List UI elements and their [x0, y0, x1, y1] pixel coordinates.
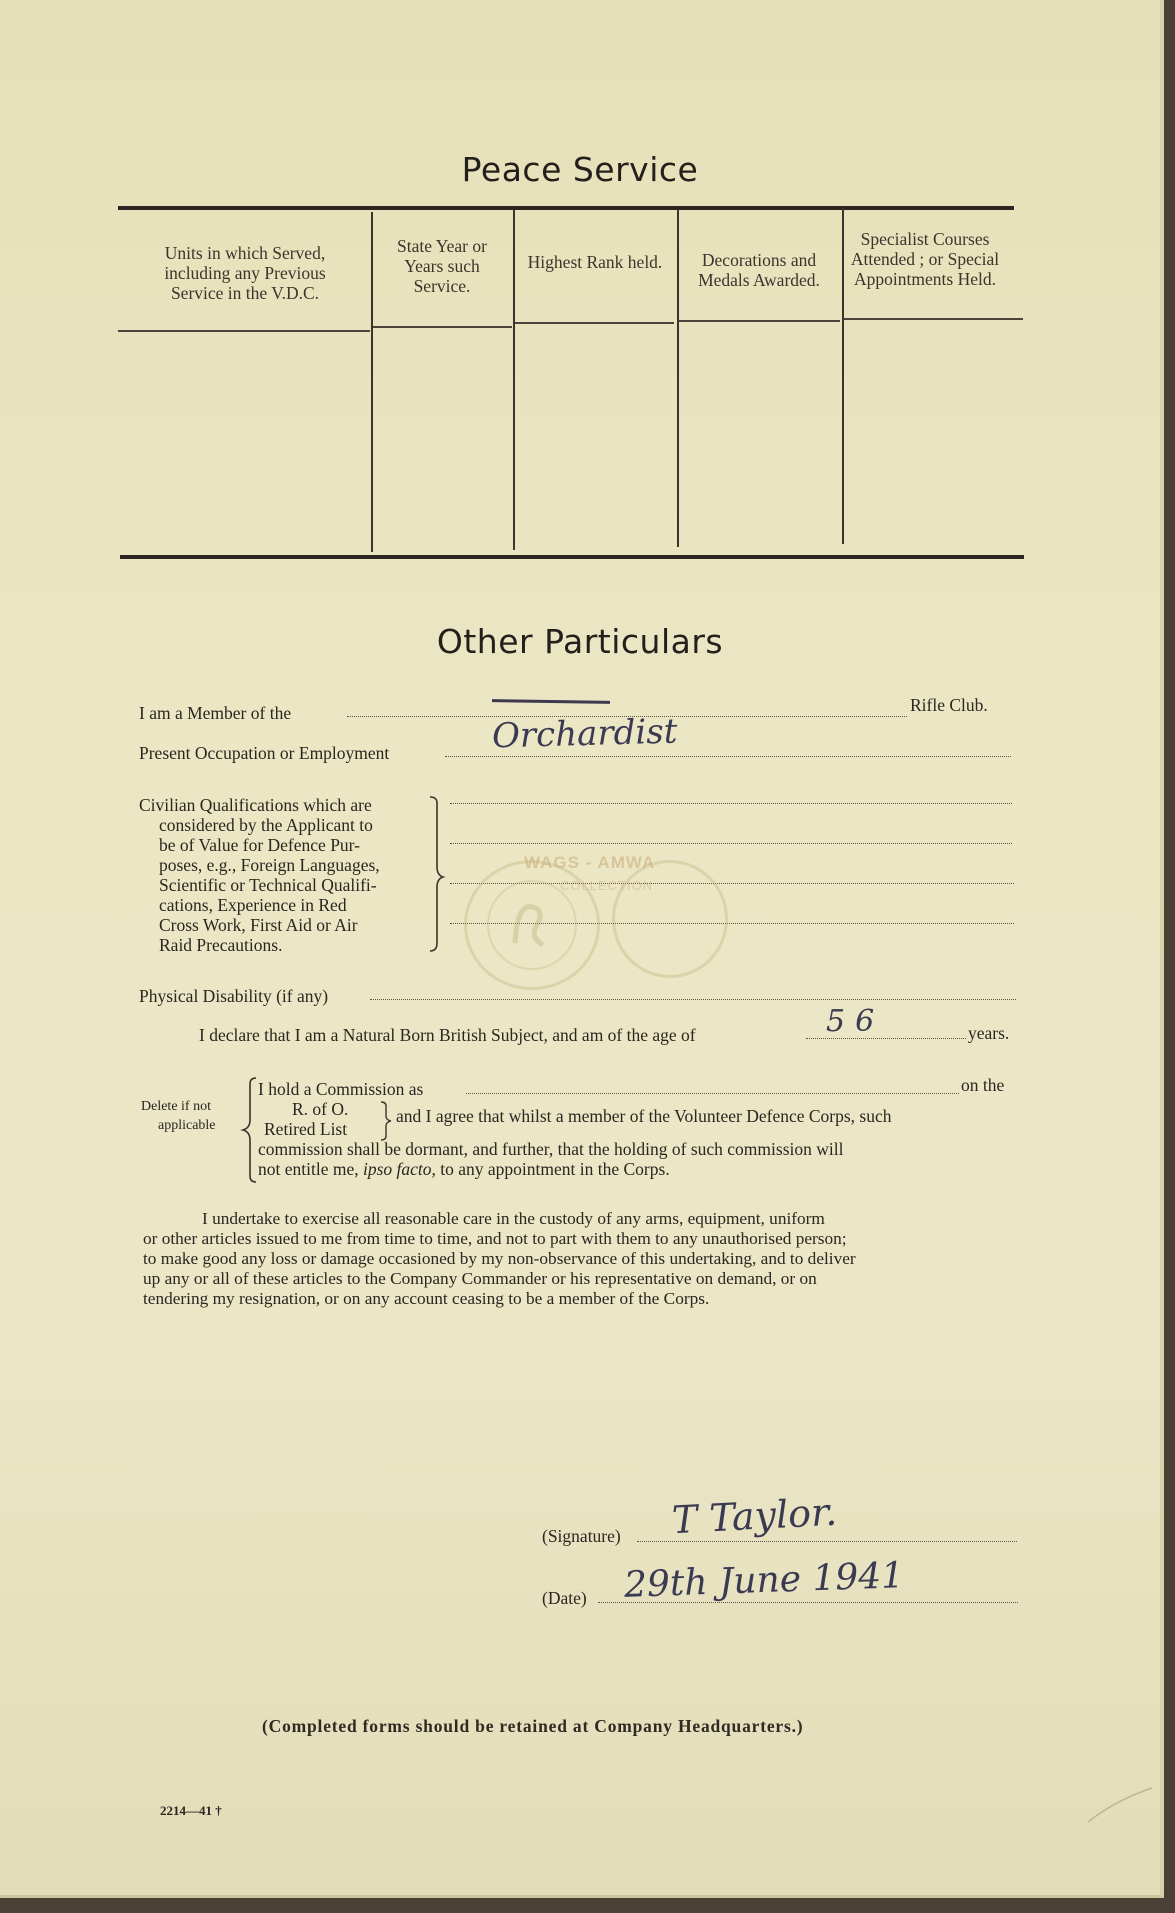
form-number: 2214—41 † — [160, 1803, 222, 1818]
footer-note: (Completed forms should be retained at Company Headquarters.) — [262, 1716, 804, 1736]
undertake-line-4: up any or all of these articles to the Company Commander or his representative on demand, or on — [143, 1269, 817, 1288]
age-value: 56 — [826, 1004, 885, 1039]
commission-suffix: on the — [961, 1075, 1005, 1095]
retired-brace — [378, 1100, 394, 1142]
commission-label: I hold a Commission as — [258, 1079, 424, 1099]
table-header-rule-1 — [118, 330, 370, 332]
undertake-line-2: or other articles issued to me from time to time, and not to part with them to any unauthorised person; — [143, 1229, 847, 1248]
collection-stamp-text-1: WAGS - AMWA — [524, 853, 656, 872]
column-header-units: Units in which Served, including any Previous Service in the V.D.C. — [164, 243, 326, 303]
table-divider-2 — [513, 210, 515, 550]
occupation-value: Orchardist — [491, 711, 678, 757]
date-label: (Date) — [542, 1588, 587, 1608]
civilian-brace — [427, 795, 447, 955]
corner-crease — [1086, 1786, 1156, 1826]
agree-text: and I agree that whilst a member of the Volunteer Defence Corps, such — [396, 1106, 892, 1126]
declare-label: I declare that I am a Natural Born British Subject, and am of the age of — [199, 1025, 696, 1045]
civilian-dotted-line-2 — [450, 843, 1012, 844]
retired-list-label: Retired List — [264, 1119, 348, 1139]
civilian-dotted-line-1 — [450, 803, 1012, 804]
signature-value: T Taylor. — [670, 1489, 839, 1543]
member-value — [492, 699, 610, 704]
commission-brace — [240, 1076, 260, 1184]
collection-stamp-text-2: COLLECTION — [560, 878, 654, 893]
table-header-rule-5 — [843, 318, 1023, 320]
column-header-rank: Highest Rank held. — [527, 252, 663, 272]
column-header-decorations: Decorations and Medals Awarded. — [698, 250, 820, 290]
table-header-rule-3 — [514, 322, 674, 324]
disability-dotted-line — [370, 999, 1016, 1000]
civilian-line-8: Raid Precautions. — [159, 935, 283, 955]
entitle-text: not entitle me, ipso facto, to any appointment in the Corps. — [258, 1159, 670, 1179]
column-header-specialist: Specialist Courses Attended ; or Special Appointments Held. — [850, 229, 1000, 289]
member-label: I am a Member of the — [139, 703, 292, 723]
civilian-line-2: considered by the Applicant to — [159, 815, 373, 835]
table-divider-3 — [677, 209, 679, 547]
column-header-years: State Year or Years such Service. — [397, 236, 487, 296]
delete-if-not-label: Delete if not — [141, 1099, 211, 1114]
occupation-dotted-line — [445, 756, 1011, 757]
peace-service-title: Peace Service — [461, 150, 699, 189]
civilian-line-1: Civilian Qualifications which are — [139, 795, 372, 815]
ro-label: R. of O. — [292, 1099, 349, 1119]
other-particulars-title: Other Particulars — [436, 622, 724, 661]
disability-label: Physical Disability (if any) — [139, 986, 329, 1006]
undertake-line-5: tendering my resignation, or on any account ceasing to be a member of the Corps. — [143, 1289, 710, 1308]
signature-label: (Signature) — [542, 1526, 621, 1546]
table-header-rule-4 — [678, 320, 840, 322]
table-top-rule — [118, 206, 1014, 210]
table-header-rule-2 — [372, 326, 512, 328]
table-divider-1 — [371, 212, 373, 552]
occupation-label: Present Occupation or Employment — [139, 743, 390, 763]
commission-dotted-line — [466, 1093, 959, 1094]
applicable-label: applicable — [158, 1118, 216, 1133]
date-value: 29th June 1941 — [623, 1555, 905, 1606]
civilian-line-5: Scientific or Technical Qualifi- — [159, 875, 377, 895]
civilian-line-6: cations, Experience in Red — [159, 895, 347, 915]
undertake-line-1: I undertake to exercise all reasonable care in the custody of any arms, equipment, uniform — [202, 1209, 825, 1228]
dormant-text: commission shall be dormant, and further, that the holding of such commission will — [258, 1139, 844, 1159]
undertake-line-3: to make good any loss or damage occasioned by my non-observance of this undertaking, and to deliver — [143, 1249, 856, 1268]
table-divider-4 — [842, 208, 844, 544]
civilian-line-3: be of Value for Defence Pur- — [159, 835, 360, 855]
civilian-line-7: Cross Work, First Aid or Air — [159, 915, 358, 935]
civilian-line-4: poses, e.g., Foreign Languages, — [159, 855, 380, 875]
member-suffix: Rifle Club. — [910, 695, 988, 715]
years-label: years. — [968, 1023, 1010, 1043]
table-bottom-rule — [120, 555, 1024, 559]
